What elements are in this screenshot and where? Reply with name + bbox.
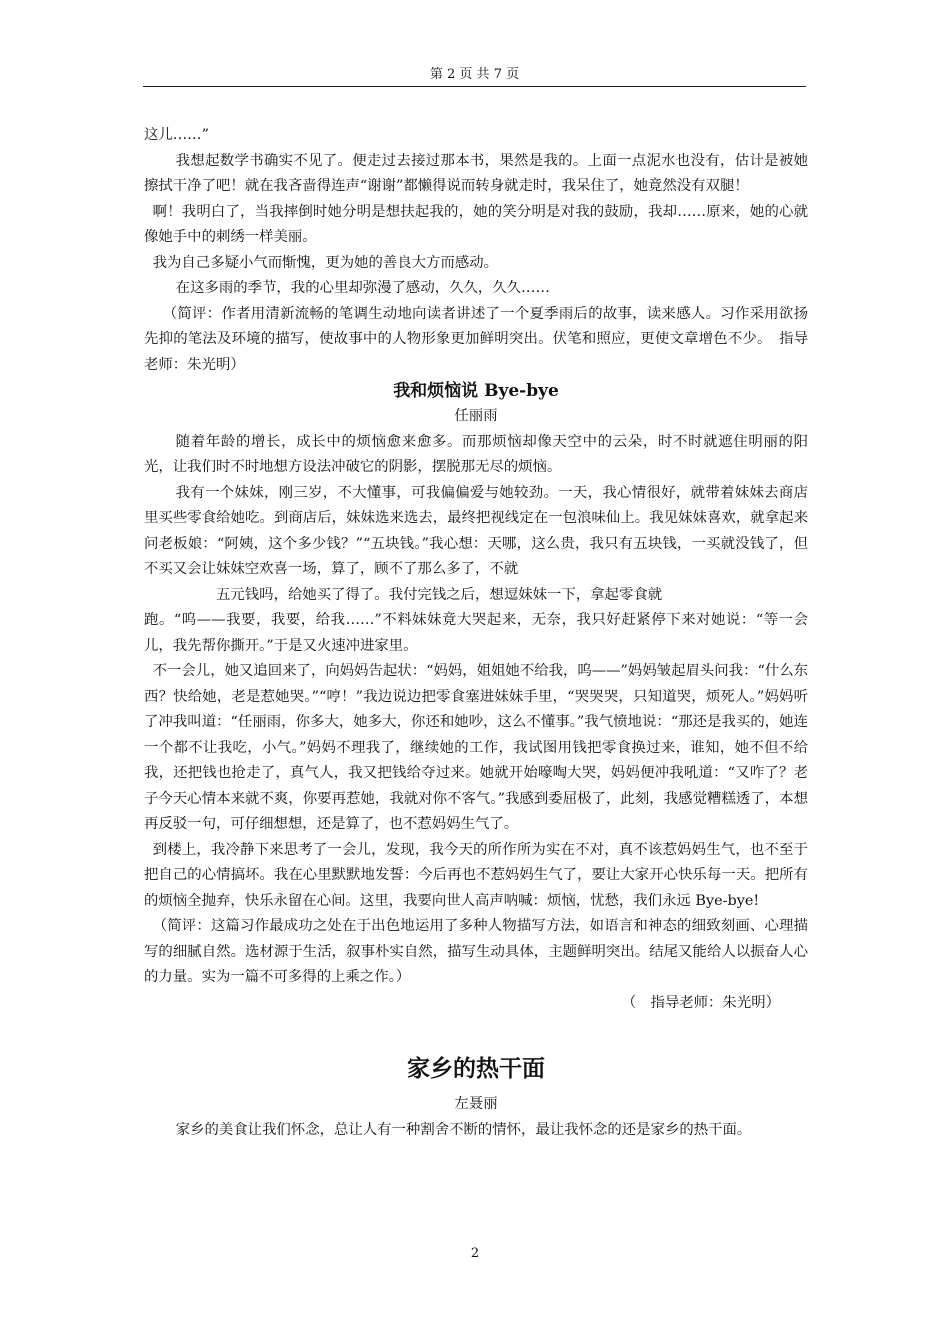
paragraph: 啊！我明白了，当我摔倒时她分明是想扶起我的，她的笑分明是对我的鼓励，我却……原来，她的心就像她手中的刺绣一样美丽。	[144, 203, 808, 245]
article-author: 任丽雨	[454, 408, 498, 424]
paragraph: 五元钱吗，给她买了得了。我付完钱之后，想逗妹妹一下，拿起零食就	[216, 586, 663, 603]
paragraph: 这儿……”	[144, 127, 209, 143]
commentary: （简评：作者用清新流畅的笔调生动地向读者讲述了一个夏季雨后的故事，读来感人。习作采用欲扬先抑的笔法及环境的描写，使故事中的人物形象更加鲜明突出。伏笔和照应，更使文章增色不少。 指导老师：朱光明）	[144, 305, 808, 373]
paragraph: 家乡的美食让我们怀念，总让人有一种割舍不断的情怀，最让我怀念的还是家乡的热干面。	[175, 1121, 752, 1138]
page-header: 第 2 页 共 7 页	[429, 67, 520, 82]
article-title: 我和烦恼说 Bye-bye	[393, 381, 559, 401]
paragraph: 我想起数学书确实不见了。便走过去接过那本书，果然是我的。上面一点泥水也没有，估计是被她擦拭干净了吧！就在我吝啬得连声“谢谢”都懒得说而转身就走时，我呆住了，她竟然没有双腿！	[144, 152, 808, 194]
commentary: （简评：这篇习作最成功之处在于出色地运用了多种人物描写方法，如语言和神态的细致刻画、心理描写的细腻自然。选材源于生活，叙事朴实自然，描写生动具体，主题鲜明突出。结尾又能给人以振奋人心的力量。实为一篇不可多得的上乘之作。）	[144, 918, 808, 985]
paragraph: 我为自己多疑小气而惭愧，更为她的善良大方而感动。	[152, 254, 499, 271]
paragraph: 我有一个妹妹，刚三岁，不大懂事，可我偏偏爱与她较劲。一天，我心情很好，就带着妹妹去商店里买些零食给她吃。到商店后，妹妹选来选去，最终把视线定在一包浪味仙上。我见妹妹喜欢，就拿起来问老板娘：“阿姨，这个多少钱？”“五块钱。”我心想：天哪，这么贵，我只有五块钱，一买就没钱了，但不买又会让妹妹空欢喜一场，算了，顾不了那么多了，不就	[144, 484, 808, 577]
paragraph: 不一会儿，她又追回来了，向妈妈告起状：“妈妈，姐姐她不给我，呜——”妈妈皱起眉头问我：“什么东西？快给她，老是惹她哭。”“哼！”我边说边把零食塞进妹妹手里，“哭哭哭，只知道哭，烦死人。”妈妈听了冲我叫道：“任丽雨，你多大，她多大，你还和她吵，这么不懂事。”我气愤地说：“那还是我买的，她连一个都不让我吃，小气。”妈妈不理我了，继续她的工作，我试图用钱把零食换过来，谁知，她不但不给我，还把钱也抢走了，真气人，我又把钱给夺过来。她就开始嚎啕大哭，妈妈便冲我吼道：“又咋了？老子今天心情本来就不爽，你要再惹她，我就对你不客气。”我感到委屈极了，此刻，我感觉糟糕透了，本想再反驳一句，可仔细想想，还是算了，也不惹妈妈生气了。	[144, 663, 808, 832]
paragraph: 随着年龄的增长，成长中的烦恼愈来愈多。而那烦恼却像天空中的云朵，时不时就遮住明丽的阳光，让我们时不时地想方设法冲破它的阴影，摆脱那无尽的烦恼。	[144, 433, 808, 475]
document-body	[144, 123, 808, 1143]
paragraph: 到楼上，我冷静下来思考了一会儿，发现，我今天的所作所为实在不对，真不该惹妈妈生气，也不至于把自己的心情搞坏。我在心里默默地发誓：今后再也不惹妈妈生气了，要让大家开心快乐每一天。把所有的烦恼全抛弃，快乐永留在心间。这里，我要向世人高声呐喊：烦恼，忧愁，我们永远 Bye-bye!	[144, 841, 808, 909]
paragraph: 在这多雨的季节，我的心里却弥漫了感动，久久，久久……	[175, 280, 550, 296]
article-title: 家乡的热干面	[407, 1055, 545, 1082]
article-author: 左聂丽	[454, 1096, 498, 1112]
header-divider	[143, 86, 806, 87]
teacher-credit: （ 指导老师：朱光明）	[621, 994, 780, 1011]
page-number: 2	[470, 1246, 480, 1261]
paragraph: 跑。“呜——我要，我要，给我……”不料妹妹竟大哭起来，无奈，我只好赶紧停下来对她说：“等一会儿，我先帮你撕开。”于是又火速冲进家里。	[144, 612, 808, 654]
